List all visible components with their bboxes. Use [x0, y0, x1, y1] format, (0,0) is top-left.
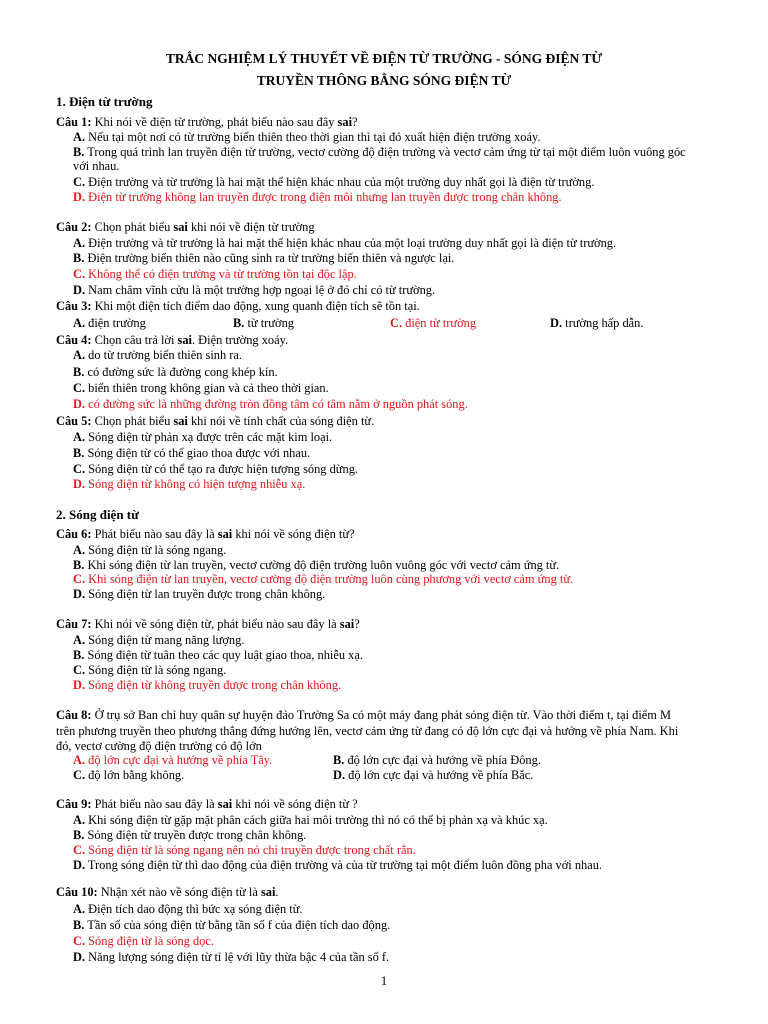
section-heading-1: 1. Điện từ trường	[56, 94, 153, 109]
text-segment: sai	[260, 885, 276, 899]
text-segment: ?	[352, 115, 358, 129]
q4-option-c	[73, 381, 329, 395]
text-segment: độ lớn bằng không.	[88, 768, 185, 782]
q3-option-b	[233, 316, 294, 330]
q6-option-b	[73, 558, 559, 572]
question-7	[56, 617, 360, 631]
option-letter: A.	[73, 316, 86, 330]
q10-option-b	[73, 918, 390, 932]
question-5	[56, 414, 374, 428]
text-segment: Chọn phát biểu	[91, 414, 174, 428]
text-segment: Khi một điện tích điểm dao động, xung quanh điện tích sẽ tồn tại.	[91, 299, 420, 313]
text-segment: Sóng điện từ là sóng ngang.	[88, 663, 227, 677]
option-letter: A.	[73, 348, 86, 362]
q8-option-b	[333, 753, 541, 767]
text-segment: Phát biểu nào sau đây là	[91, 527, 218, 541]
q7-option-a	[73, 633, 244, 647]
option-letter: B.	[233, 316, 245, 330]
q9-option-b	[73, 828, 306, 842]
text-segment: Điện trường và từ trường là hai mặt thể hiện khác nhau của một loại trường duy nhất gọi là điện từ trường.	[88, 236, 617, 250]
text-segment: Sóng điện từ phản xạ được trên các mặt kim loại.	[88, 430, 333, 444]
q9-option-d	[73, 858, 602, 872]
q5-option-d-answer	[73, 477, 305, 491]
question-10	[56, 885, 279, 899]
q1-option-c	[73, 175, 594, 189]
text-segment: .	[275, 885, 279, 899]
q2-option-b	[73, 251, 454, 265]
text-segment: sai	[217, 527, 233, 541]
text-segment: Tần số của sóng điện từ bằng tần số f của điện tích dao động.	[87, 918, 391, 932]
q5-option-c	[73, 462, 358, 476]
text-segment: biến thiên trong không gian và cả theo thời gian.	[88, 381, 329, 395]
q10-option-a	[73, 902, 303, 916]
text-segment: Câu 3:	[56, 299, 92, 313]
q3-option-a	[73, 316, 146, 330]
text-segment: Nếu tại một nơi có từ trường biến thiên theo thời gian thì tại đó xuất hiện điện trường xoáy.	[88, 130, 541, 144]
text-segment: từ trường	[247, 316, 294, 330]
text-segment: có đường sức là đường cong khép kín.	[87, 365, 278, 379]
option-letter: C.	[73, 175, 86, 189]
question-8	[56, 708, 671, 722]
q10-option-d	[73, 950, 389, 964]
option-letter: D.	[73, 397, 86, 411]
option-letter: C.	[73, 768, 86, 782]
q5-option-b	[73, 446, 310, 460]
q3-option-d	[550, 316, 643, 330]
text-segment: khi nói về sóng điện từ ?	[232, 797, 358, 811]
text-segment: khi nói về điện từ trường	[187, 220, 315, 234]
text-segment: trường hấp dẫn.	[565, 316, 644, 330]
text-segment: Câu 2:	[56, 220, 92, 234]
q4-option-a	[73, 348, 242, 362]
text-segment: ?	[354, 617, 360, 631]
text-segment: Không thể có điện trường và từ trường tồn tại độc lập.	[88, 267, 357, 281]
q2-option-d	[73, 283, 435, 297]
option-letter: D.	[73, 283, 86, 297]
text-segment: Sóng điện từ không truyền được trong chân không.	[88, 678, 342, 692]
q1-option-d-answer	[73, 190, 562, 204]
text-segment: Điện trường và từ trường là hai mặt thể hiện khác nhau của một trường duy nhất gọi là điện từ trường.	[88, 175, 595, 189]
option-letter: D.	[73, 190, 86, 204]
q4-option-d-answer	[73, 397, 468, 411]
option-letter: C.	[73, 381, 86, 395]
text-segment: Câu 6:	[56, 527, 92, 541]
text-segment: Sóng điện từ là sóng ngang nên nó chỉ truyền được trong chất rắn.	[88, 843, 416, 857]
option-letter: A.	[73, 813, 86, 827]
text-segment: Khi sóng điện từ gặp mặt phân cách giữa hai môi trường thì nó có thể bị phản xạ và khúc xạ.	[88, 813, 548, 827]
option-letter: D.	[73, 858, 86, 872]
question-1	[56, 115, 358, 129]
text-segment: . Điện trường xoáy.	[191, 333, 289, 347]
option-letter: D.	[73, 587, 86, 601]
text-segment: Câu 1:	[56, 115, 92, 129]
q4-option-b	[73, 365, 278, 379]
question-3	[56, 299, 420, 313]
text-segment: sai	[339, 617, 355, 631]
option-letter: A.	[73, 753, 86, 767]
text-segment: Trong sóng điện từ thì dao động của điện trường và của từ trường tại một điểm luôn đồng pha với nhau.	[87, 858, 603, 872]
option-letter: D.	[73, 678, 86, 692]
text-segment: Sóng điện từ là sóng dọc.	[88, 934, 214, 948]
option-letter: D.	[550, 316, 563, 330]
text-segment: Câu 10:	[56, 885, 98, 899]
question-6	[56, 527, 355, 541]
q8-option-a-answer	[73, 753, 272, 767]
option-letter: A.	[73, 130, 86, 144]
text-segment: độ lớn cực đại và hướng về phía Bắc.	[348, 768, 534, 782]
section-heading-2: 2. Sóng điện từ	[56, 507, 139, 522]
text-segment: Điện từ trường không lan truyền được trong điện môi nhưng lan truyền được trong chân không.	[88, 190, 562, 204]
option-letter: B.	[73, 648, 85, 662]
text-segment: Sóng điện từ không có hiện tượng nhiễu xạ.	[88, 477, 306, 491]
q7-option-b	[73, 648, 363, 662]
text-segment: Chọn câu trả lời	[91, 333, 178, 347]
option-letter: C.	[73, 572, 86, 586]
option-letter: D.	[73, 477, 86, 491]
text-segment: Điện trường biến thiên nào cũng sinh ra từ trường biến thiên và ngược lại.	[87, 251, 455, 265]
text-segment: Ở trụ sở Ban chỉ huy quân sự huyện đảo Trường Sa có một máy đang phát sóng điện từ. Vào thời điểm t, tại điểm M	[91, 708, 672, 722]
text-segment: sai	[173, 414, 188, 428]
q1-option-a	[73, 130, 540, 144]
q6-option-c-answer	[73, 572, 573, 586]
text-segment: sai	[217, 797, 233, 811]
question-8-cont-1: trên phương truyền theo phương thẳng đứng hướng lên, vectơ cảm ứng từ đang có độ lớn cực đại và hướng về phía Nam. Khi	[56, 724, 679, 738]
q5-option-a	[73, 430, 332, 444]
text-segment: Câu 5:	[56, 414, 92, 428]
text-segment: Khi sóng điện từ lan truyền, vectơ cường độ điện trường luôn cùng phương với vectơ cảm ứng từ.	[88, 572, 574, 586]
option-letter: A.	[73, 633, 86, 647]
text-segment: Trong quá trình lan truyền điện từ trường, vectơ cường độ điện trường và vectơ cảm ứng từ tại một điểm luôn vuông góc	[87, 145, 686, 159]
text-segment: Sóng điện từ có thể tạo ra được hiện tượng sóng dừng.	[88, 462, 358, 476]
text-segment: Câu 7:	[56, 617, 92, 631]
option-letter: A.	[73, 543, 86, 557]
text-segment: do từ trường biến thiên sinh ra.	[88, 348, 243, 362]
doc-subtitle: TRUYỀN THÔNG BẰNG SÓNG ĐIỆN TỪ	[256, 73, 512, 88]
option-letter: B.	[333, 753, 345, 767]
text-segment: Sóng điện từ tuân theo các quy luật giao thoa, nhiễu xạ.	[87, 648, 363, 662]
q6-option-d	[73, 587, 325, 601]
option-letter: C.	[73, 663, 86, 677]
q6-option-a	[73, 543, 226, 557]
option-letter: B.	[73, 365, 85, 379]
q8-option-d	[333, 768, 533, 782]
text-segment: Chọn phát biểu	[91, 220, 174, 234]
text-segment: Sóng điện từ mang năng lượng.	[88, 633, 245, 647]
q7-option-c	[73, 663, 226, 677]
text-segment: điện trường	[88, 316, 146, 330]
text-segment: Điện tích dao động thì bức xạ sóng điện từ.	[88, 902, 303, 916]
q3-option-c-answer	[390, 316, 476, 330]
page-number: 1	[380, 973, 388, 988]
text-segment: Phát biểu nào sau đây là	[91, 797, 218, 811]
question-8-cont-2: đó, vectơ cường độ điện trường có độ lớn	[56, 739, 262, 753]
text-segment: có đường sức là những đường tròn đồng tâm có tâm nằm ở nguồn phát sóng.	[88, 397, 468, 411]
option-letter: D.	[333, 768, 346, 782]
text-segment: Khi nói về sóng điện từ, phát biểu nào sau đây là	[91, 617, 340, 631]
option-letter: B.	[73, 918, 85, 932]
q2-option-a	[73, 236, 616, 250]
text-segment: sai	[337, 115, 353, 129]
option-letter: C.	[390, 316, 403, 330]
text-segment: Nam châm vĩnh cửu là một trường hợp ngoại lệ ở đó chỉ có từ trường.	[88, 283, 436, 297]
q2-option-c-answer	[73, 267, 357, 281]
option-letter: A.	[73, 902, 86, 916]
text-segment: Nhận xét nào về sóng điện từ là	[97, 885, 261, 899]
option-letter: B.	[73, 828, 85, 842]
option-letter: D.	[73, 950, 86, 964]
option-letter: C.	[73, 843, 86, 857]
option-letter: C.	[73, 462, 86, 476]
q7-option-d-answer	[73, 678, 341, 692]
text-segment: sai	[173, 220, 188, 234]
text-segment: điện từ trường	[405, 316, 477, 330]
option-letter: B.	[73, 251, 85, 265]
q1-option-b	[73, 145, 686, 159]
text-segment: Sóng điện từ truyền được trong chân không.	[87, 828, 307, 842]
option-letter: B.	[73, 558, 85, 572]
question-9	[56, 797, 358, 811]
option-letter: A.	[73, 430, 86, 444]
option-letter: C.	[73, 934, 86, 948]
text-segment: Năng lượng sóng điện từ tỉ lệ với lũy thừa bậc 4 của tần số f.	[88, 950, 390, 964]
option-letter: B.	[73, 446, 85, 460]
text-segment: Sóng điện từ là sóng ngang.	[88, 543, 227, 557]
text-segment: Câu 8:	[56, 708, 92, 722]
q10-option-c-answer	[73, 934, 214, 948]
option-letter: A.	[73, 236, 86, 250]
text-segment: khi nói về sóng điện từ?	[232, 527, 355, 541]
text-segment: Khi nói về điện từ trường, phát biểu nào sau đây	[91, 115, 338, 129]
text-segment: sai	[177, 333, 192, 347]
question-2	[56, 220, 315, 234]
q9-option-a	[73, 813, 548, 827]
text-segment: độ lớn cực đại và hướng về phía Tây.	[88, 753, 273, 767]
text-segment: Câu 9:	[56, 797, 92, 811]
question-4	[56, 333, 288, 347]
text-segment: Sóng điện từ lan truyền được trong chân không.	[88, 587, 326, 601]
text-segment: Khi sóng điện từ lan truyền, vectơ cường độ điện trường luôn vuông góc với vectơ cảm ứng từ.	[87, 558, 560, 572]
text-segment: Sóng điện từ có thể giao thoa được với nhau.	[87, 446, 311, 460]
option-letter: C.	[73, 267, 86, 281]
q9-option-c-answer	[73, 843, 416, 857]
text-segment: khi nói về tính chất của sóng điện từ.	[187, 414, 375, 428]
text-segment: Câu 4:	[56, 333, 92, 347]
q8-option-c	[73, 768, 184, 782]
text-segment: độ lớn cực đại và hướng về phía Đông.	[347, 753, 541, 767]
option-letter: B.	[73, 145, 85, 159]
doc-title: TRẮC NGHIỆM LÝ THUYẾT VỀ ĐIỆN TỪ TRƯỜNG - SÓNG ĐIỆN TỪ	[165, 51, 603, 66]
q1-option-b-cont: với nhau.	[73, 159, 120, 173]
